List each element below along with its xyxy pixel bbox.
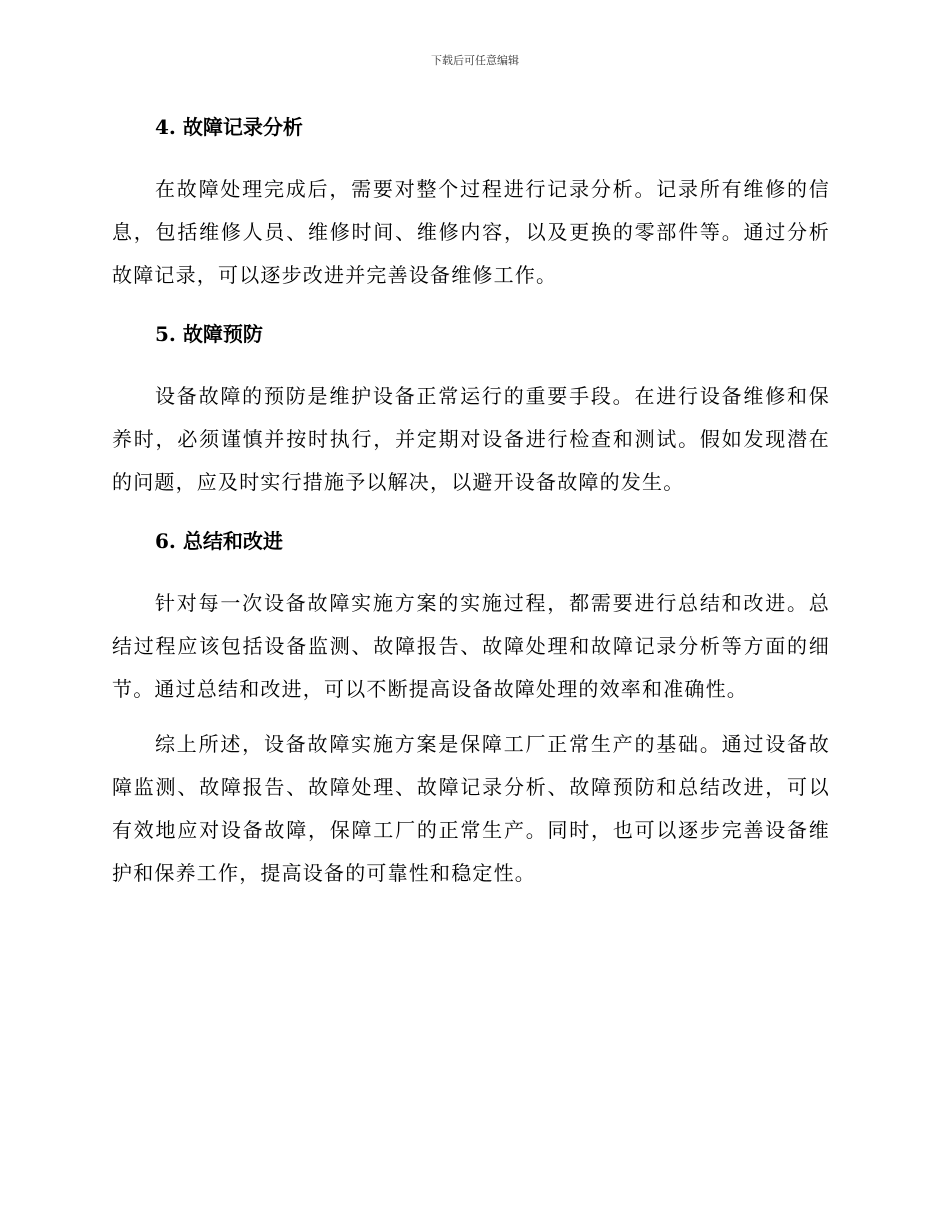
section-fault-prevention bbox=[112, 319, 830, 504]
page-header: 下载后可任意编辑 bbox=[431, 54, 519, 67]
section-summary-improvement bbox=[112, 526, 830, 711]
section-fault-record-analysis bbox=[112, 112, 830, 297]
document-body bbox=[112, 112, 830, 895]
section-heading: 5. 故障预防 bbox=[155, 322, 263, 346]
conclusion-paragraph: 综上所述，设备故障实施方案是保障工厂正常生产的基础。通过设备故障监测、故障报告、故障处理、故障记录分析、故障预防和总结改进，可以有效地应对设备故障，保障工厂的正常生产。同时，也可以逐步完善设备维护和保养工作，提高设备的可靠性和稳定性。 bbox=[112, 732, 830, 885]
section-paragraph: 设备故障的预防是维护设备正常运行的重要手段。在进行设备维修和保养时，必须谨慎并按时执行，并定期对设备进行检查和测试。假如发现潜在的问题，应及时实行措施予以解决，以避开设备故障的发生。 bbox=[112, 384, 830, 494]
section-heading: 4. 故障记录分析 bbox=[155, 115, 303, 139]
section-paragraph: 针对每一次设备故障实施方案的实施过程，都需要进行总结和改进。总结过程应该包括设备监测、故障报告、故障处理和故障记录分析等方面的细节。通过总结和改进，可以不断提高设备故障处理的效率和准确性。 bbox=[112, 591, 830, 701]
section-paragraph: 在故障处理完成后，需要对整个过程进行记录分析。记录所有维修的信息，包括维修人员、维修时间、维修内容，以及更换的零部件等。通过分析故障记录，可以逐步改进并完善设备维修工作。 bbox=[112, 177, 830, 287]
section-heading: 6. 总结和改进 bbox=[155, 529, 283, 553]
